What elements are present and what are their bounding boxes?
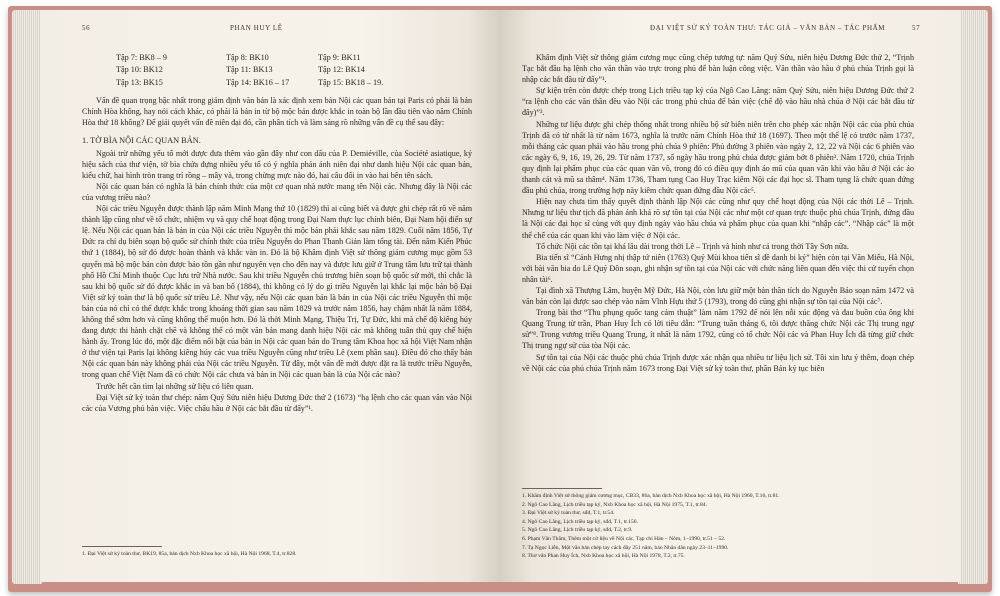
page-edges-left xyxy=(12,10,42,584)
body-paragraph: Hiện nay chưa tìm thấy quyết định thành lập Nội các cũng như quy chế hoạt động của Nội các thời Lê – Trịnh. Nhưng tư liệu thư tịch đã phản ánh khá rõ sự tồn tại của Nội các như một cơ quan trực thuộc phủ chúa Trịnh, đứng đầu là Nội các đại học sĩ cùng với quy định ngày vào hầu chúa và phẩm phục của quan khi “nhập các”. “Nhập các” là một thể chế của các quan khi vào làm việc ở Nội các. xyxy=(522,197,914,240)
body-paragraph: Sự tồn tại của Nội các thuộc phủ chúa Trịnh được xác nhận qua nhiều tư liệu lịch sử. Tôi xin lưu ý thêm, đoạn chép về Nội các của phủ chúa Trịnh năm 1673 trong Đại Việt sử ký toàn thư, phần Bản kỷ tục biên xyxy=(522,352,914,373)
page-number-left: 56 xyxy=(82,24,91,32)
left-page xyxy=(40,10,500,582)
volume-item: Tập 11: BK13 xyxy=(226,65,273,75)
volume-item: Tập 13: BK15 xyxy=(116,77,163,87)
section-heading: 1. TỜ BÌA NỘI CÁC QUAN BẢN. xyxy=(82,135,201,145)
footnote: 6. Phạm Văn Thắm, Thêm một cứ liệu về Nội các, Tạp chí Hán – Nôm, 1–1990, tr.51 – 52. xyxy=(522,535,726,542)
page-number-right: 57 xyxy=(912,24,921,32)
body-paragraph: Nội các quan bản có nghĩa là bản chính thức của một cơ quan nhà nước mang tên Nội các. Nhưng đây là Nội các của vương triều nào? xyxy=(82,181,472,202)
footnote: 5. Ngô Cao Lãng, Lịch triều tạp kỷ, sđd, T.2, tr.9. xyxy=(522,527,633,534)
body-paragraph: Tổ chức Nội các tồn tại khá lâu dài trong thời Lê – Trịnh và hình như cả trong thời Tây Sơn nữa. xyxy=(536,241,849,251)
right-footnotes xyxy=(522,488,914,561)
footnote: 1. Khâm định Việt sử thông giám cương mục, CB33, 86a, bản dịch Nxb Khoa học xã hội, Hà Nội 1960, T.16, tr.81. xyxy=(522,493,780,499)
body-paragraph: Đại Việt sử ký toàn thư chép: năm Quý Sửu niên hiệu Dương Đức thứ 2 (1673) “hạ lệnh cho các quan văn vào Nội các của Vương phủ bàn việc. Việc chấu hầu ở Nội các bắt đầu từ đấy”¹. xyxy=(82,392,472,413)
body-paragraph: Ngoài trừ những yếu tố mới được đưa thêm vào gần đây như con dấu của P. Demiéville, của Société asiatique, ký hiệu sách của thư viện, tờ bìa chứa đựng nhiều yếu tố có ý nghĩa phản ánh niên đại như danh hiệu Nội các quan bản, kiểu chữ, hai hình tròn trang trí rồng – mây và, trong chừng mực nào đó, hai câu đối in vào hai bên tên sách. xyxy=(82,148,472,180)
volume-item: Tập 9: BK11 xyxy=(318,53,361,62)
running-head-right: ĐẠI VIỆT SỬ KÝ TOÀN THƯ: TÁC GIẢ – VĂN BẢN – TÁC PHẨM xyxy=(650,24,886,32)
volume-item: Tập 12: BK14 xyxy=(318,65,365,75)
page-edges-right xyxy=(958,10,988,584)
footnote: 3. Đại Việt sử ký toàn thư, sđd, T.1, tr.54. xyxy=(522,510,615,517)
footnote-rule xyxy=(522,488,602,489)
volume-item: Tập 14: BK16 – 17 xyxy=(226,77,290,87)
body-paragraph: Trong bài thơ “Thu phụng quốc tang cảm thuật” làm năm 1792 để nói lên nỗi xúc động và đau buồn của ông khi Quang Trung từ trần, Phan Huy Ích có lời tiêu dẫn: “Trung tuần tháng 6, tôi được thăng chức Nội các Thị trung ngự sử”⁸. Trong vương triều Quang Trung, ít nhất là năm 1792, cũng có tổ chức Nội các và Phan Huy Ích đã từng giữ chức Thị trung ngự sử của tòa Nội các. xyxy=(522,308,914,351)
body-paragraph: Nội các triều Nguyễn được thành lập năm Minh Mạng thứ 10 (1829) thì ai cũng biết và được ghi chép rất rõ về năm thành lập cũng như về tổ chức, nhiệm vụ và quy chế hoạt động trong Đại Nam thực lục chính biên, Đại Nam hội điển sự lệ. Nếu Nội các quan bản là bản in của Nội các triều Nguyễn thì mộc bản phải khắc sau năm 1829. Cuối năm 1856, Tự Đức ra chỉ dụ biên soạn bộ quốc sử chính thức của triều Nguyễn do Phan Thanh Giản làm tổng tài. Đến năm Kiến Phúc thứ 1 (1884), bộ sử đó được hoàn thành và khắc vàn in. Đó là bộ Khâm định Việt sử thông giám cương mục gồm 53 quyển mà bộ mộc bản còn được bảo tồn gần như nguyên vẹn cho đến nay và được lưu giữ ở Trung tâm lưu trữ tại thành phố Hồ Chí Minh thuộc Cục lưu trữ Nhà nước. Sau khi triều Nguyễn chủ trương biên soạn bộ quốc sử mới, thì chắc là sau khi bộ quốc sử đó được khắc in và ban bố (1884), thì không có lý do gì triều Nguyễn lại khắc lại mộc bản bộ Đại Việt sử ký toàn thư là bộ quốc sử triều Lê. Như vậy, nếu Nội các quan bản là bản in của Nội các triều Nguyễn thì mộc bản của nó chỉ có thể được khắc trong khoảng thời gian sau năm 1829 và trước năm 1856, hay chậm nhất là năm 1884, không thể sớm hơn và cũng không thể muộn hơn. Đó là thời Minh Mạng, Thiệu Trị, Tự Đức, khi mà chế độ kiêng húy đang được thi hành chặt chẽ và không thể có một văn bản mang danh hiệu Nội các mà không tuân thủ quy chế hiện hành ấy. Trong lúc đó, một đặc điểm nổi bật của bản in Nội các quan bản do Trung tâm Khoa học xã hội Việt Nam nhận ở thư viện tại Paris lại không kiêng húy các vua triều Nguyễn cũng như triều Lê (xem phần sau). Điều đó cho thấy bản Nội các quan bản này không phải của Nội các triều Nguyễn. Từ đây, một vấn đề mới được đặt ra là trước triều Nguyễn, trong quan chế Việt Nam đã có chức Nội các chưa và bản in Nội các quan bản là của Nội các nào? xyxy=(82,204,472,380)
volume-item: Tập 7: BK8 – 9 xyxy=(116,53,167,62)
body-paragraph: Bia tiến sĩ “Cảnh Hưng nhị thập tứ niên (1763) Quý Mùi khoa tiến sĩ đề danh bi ký” hiện còn tại Văn Miếu, Hà Nội, với bài văn bia do Lê Quý Đôn soạn, ghi nhận sự tồn tại của Nội các với chức năng liên quan đến việc thi cử tuyển chọn nhân tài⁶. xyxy=(522,252,914,284)
footnote: 4. Ngô Cao Lãng, Lịch triều tạp kỷ, sđd, T.1, tr.156. xyxy=(522,518,639,525)
body-paragraph: Khâm định Việt sử thông giám cương mục cũng chép tương tự: năm Quý Sửu, niên hiệu Dương Đức thứ 2, “Trịnh Tạc bắt đầu hạ lệnh cho văn thần vào trực trong phủ để bàn luận công việc. Văn thần vào hầu ở phủ chúa Trịnh gọi là nhập các bắt đầu từ đấy”¹. xyxy=(522,53,914,85)
intro-paragraph: Vấn đề quan trọng bậc nhất trong giám định văn bản là xác định xem bản Nội các quan bản tại Paris có phải là bản Chính Hòa không, hay nói cách khác, có phải là bản in từ bộ mộc bản được khắc in toàn bộ lần đầu tiên vào năm Chính Hòa thứ 18 không? Để giải quyết vấn đề niên đại đó, cần phân tích và làm sáng rõ những vấn đề cụ thể sau đây: xyxy=(82,96,472,128)
left-footnotes xyxy=(82,546,472,559)
body-paragraph: Tại đình xã Thượng Lâm, huyện Mỹ Đức, Hà Nội, còn lưu giữ một bản thần tích do Nguyễn Bảo soạn năm 1472 và văn bản còn lại được sao chép vào năm Vĩnh Hựu thứ 5 (1793), trong đó cũng ghi nhận sự tồn tại của Nội các⁷. xyxy=(522,285,914,307)
volume-list xyxy=(116,52,472,89)
body-paragraph: Trước hết cần tìm lại những sử liệu có liên quan. xyxy=(96,381,254,391)
footnote: 7. Tạ Ngọc Liễn, Một văn bản chép tay cách đây 251 năm, báo Nhân dân ngày 23–11–1990. xyxy=(522,544,729,551)
body-paragraph: Những tư liệu được ghi chép thống nhất trong nhiều bộ sử biên niên trên cho phép xác nhận Nội các của phủ chúa Trịnh đã có từ nhất là từ năm 1673, nghĩa là trước năm Chính Hòa thứ 18 (1697). Theo một thể lệ có trước năm 1737, mỗi tháng các quan phải vào hầu trong phủ chúa 9 phiên: Phủ đường 3 phiên vào ngày 2, 12, 22 và Nội các 6 phiên vào các ngày 6, 9, 16, 19, 26, 29. Từ năm 1737, số ngày hầu trong phủ chúa được giảm bớt 8 phiên³. Năm 1720, chúa Trịnh quy định lại phẩm phục của các quan văn võ, trong đó có điều quy định áo mũ của quan văn khi vào hầu ở Nội các áo thanh cát và mũ sa thâm⁴. Năm 1736, Tham tụng Cao Huy Trạc kiêm Nội các đại học sĩ. Tham tụng là chức quan đứng đầu phủ chúa, trong trường hợp này kiêm chức quan đứng đầu Nội các⁵. xyxy=(522,119,914,196)
left-page-body xyxy=(82,52,472,414)
footnote-rule xyxy=(82,546,162,547)
right-page xyxy=(500,10,960,582)
footnote: 1. Đại Việt sử ký toàn thư, BK19, 85a, bản dịch Nxb Khoa học xã hội, Hà Nội 1968, T.4, tr.828. xyxy=(82,551,297,557)
body-paragraph: Sự kiện trên còn được chép trong Lịch triều tạp kỷ của Ngô Cao Lãng: năm Quý Sửu, niên hiệu Dương Đức thứ 2 “ra lệnh cho các văn thần đều vào Nội các trong phủ chúa để bàn việc (chế độ vào hầu nhà chúa ở Nội các bắt đầu từ đây)”². xyxy=(522,86,914,118)
right-page-body xyxy=(522,52,914,374)
running-head-left: PHAN HUY LÊ xyxy=(230,24,283,32)
volume-item: Tập 10: BK12 xyxy=(116,65,163,75)
volume-item: Tập 15: BK18 – 19. xyxy=(318,77,384,87)
volume-item: Tập 8: BK10 xyxy=(226,53,269,62)
footnote: 2. Ngô Cao Lãng, Lịch triều tạp kỷ, Nxb Khoa học xã hội, Hà Nội 1975, T.1, tr.84. xyxy=(522,501,707,508)
footnote: 8. Thơ văn Phan Huy Ích, Nxb Khoa học xã hội, Hà Nội 1978, T.2, tr.75. xyxy=(522,553,685,560)
